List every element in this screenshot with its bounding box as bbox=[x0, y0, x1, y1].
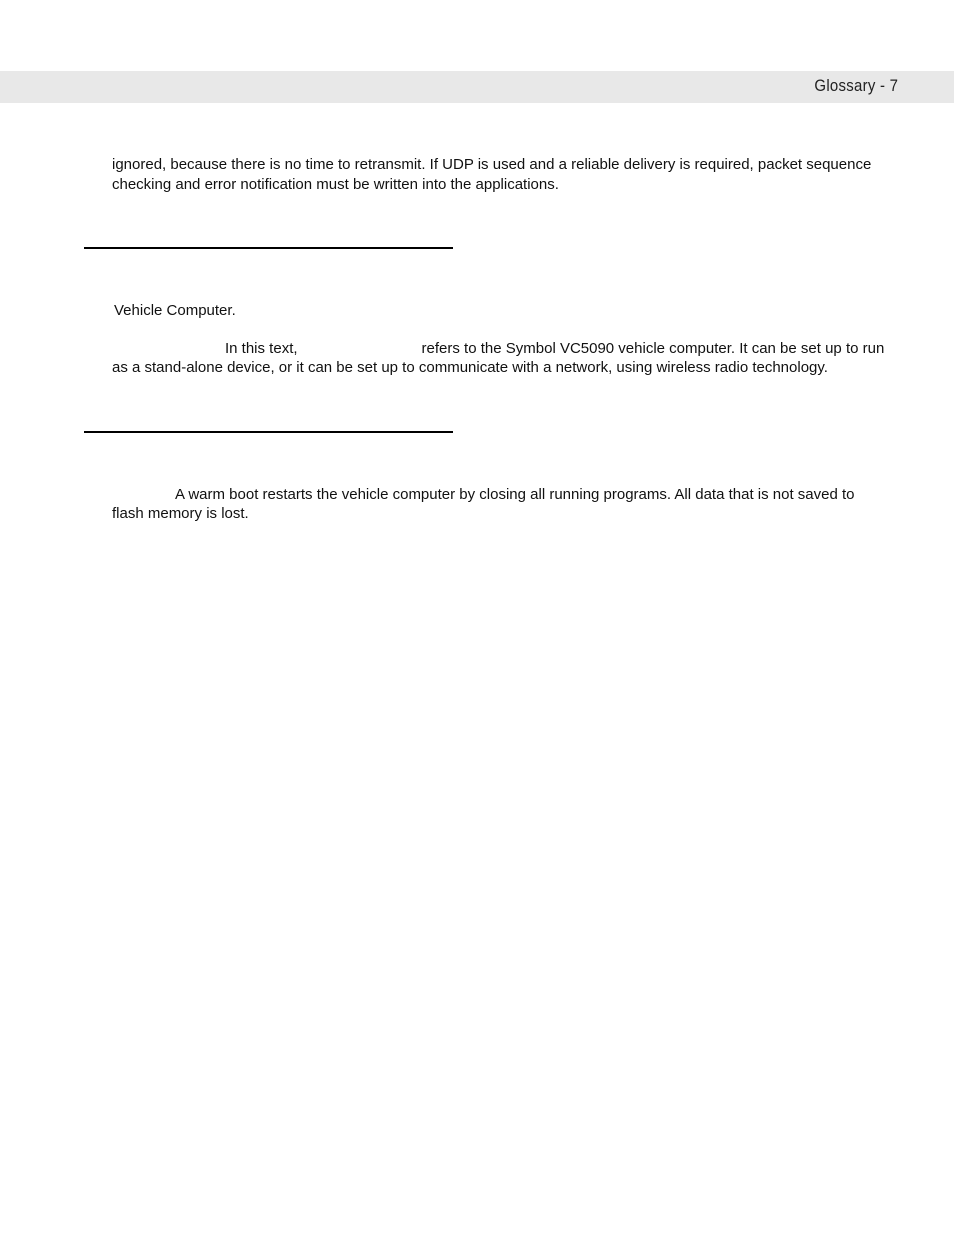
section-divider-v bbox=[84, 247, 453, 249]
running-header-band bbox=[0, 71, 954, 103]
vehicle-computer-definition: Vehicle Computer. bbox=[114, 302, 236, 319]
note-body: refers to the Symbol VC5090 vehicle computer. It can be set up to run bbox=[421, 340, 885, 357]
vehicle-computer-note bbox=[112, 339, 902, 359]
note-lead: In this text, bbox=[225, 340, 298, 357]
section-divider-w bbox=[84, 431, 453, 433]
warm-boot-line2: flash memory is lost. bbox=[112, 505, 249, 522]
udp-continuation-paragraph: ignored, because there is no time to retransmit. If UDP is used and a reliable delivery is required, packet sequence checking and error notification must be written into the applications. bbox=[112, 156, 872, 193]
warm-boot-text: A warm boot restarts the vehicle computer by closing all running programs. All data that is not saved to bbox=[175, 486, 855, 503]
warm-boot-line1 bbox=[112, 485, 902, 505]
page-label: Glossary - 7 bbox=[814, 76, 898, 95]
vehicle-computer-note-line2: as a stand-alone device, or it can be set up to communicate with a network, using wireless radio technology. bbox=[112, 359, 828, 376]
